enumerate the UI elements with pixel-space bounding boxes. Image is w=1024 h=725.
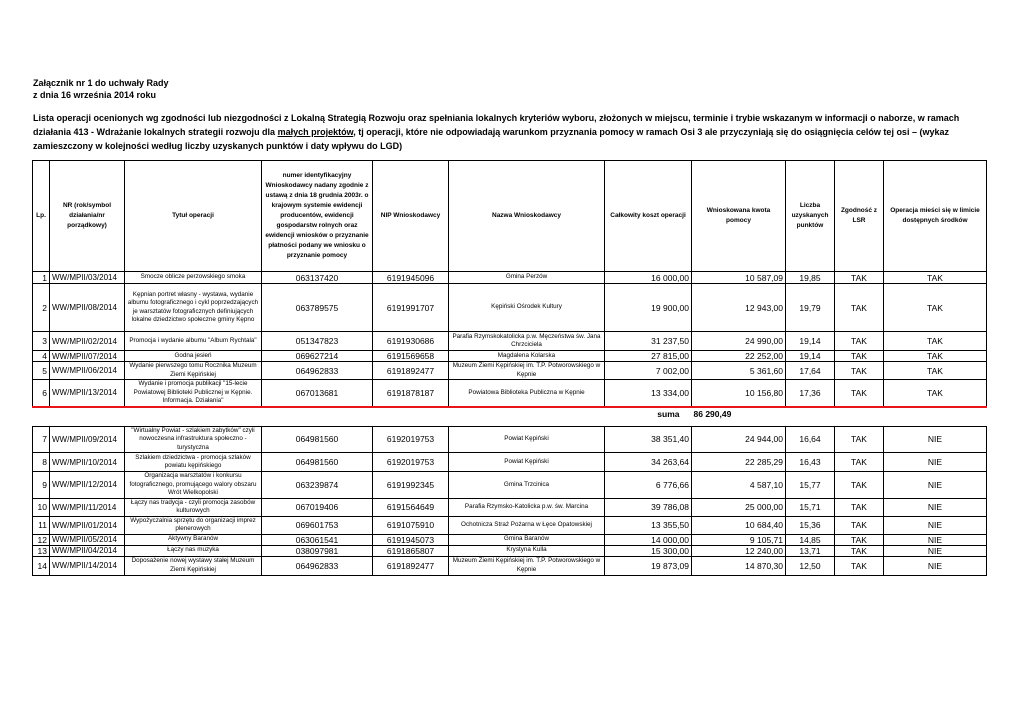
cell-points: 13,71 [786, 545, 835, 556]
cell-nr: WW/MPII/07/2014 [50, 351, 125, 362]
cell-title: "Wirtualny Powiat - szlakiem zabytków" czyli nowoczesna infrastruktura społeczno - turystyczna [125, 426, 262, 453]
cell-points: 16,64 [786, 426, 835, 453]
cell-cost: 38 351,40 [605, 426, 692, 453]
cell-name: Powiat Kępiński [449, 426, 605, 453]
sum-row [33, 407, 987, 421]
description-part-2: , tj operacji, które nie odpowiadają warunkom przyznania pomocy w ramach Osi 3 ale przyczyniają się do osiągnięcia celów tej osi – (wykaz zamieszczony w kolejności według liczby uzyskanych punktów i daty wpływu do LGD) [33, 127, 949, 151]
cell-nip: 6191945073 [373, 534, 449, 545]
cell-title: Wypożyczalnia sprzętu do organizacji imprez plenerowych [125, 516, 262, 534]
table-row [33, 351, 987, 362]
col-nip: NIP Wnioskodawcy [373, 161, 449, 272]
cell-lsr: TAK [835, 380, 884, 407]
cell-cost: 19 900,00 [605, 284, 692, 332]
cell-nip: 6192019753 [373, 453, 449, 472]
cell-limit: TAK [884, 362, 987, 380]
col-cost: Całkowity koszt operacji [605, 161, 692, 272]
cell-limit: NIE [884, 453, 987, 472]
table-row [33, 545, 987, 556]
cell-lp: 13 [33, 545, 50, 556]
cell-name: Muzeum Ziemi Kępińskiej im. T.P. Potworowskiego w Kępnie [449, 362, 605, 380]
col-lp: Lp. [33, 161, 50, 272]
cell-lsr: TAK [835, 362, 884, 380]
cell-limit: NIE [884, 534, 987, 545]
cell-cost: 39 786,08 [605, 498, 692, 516]
cell-nr: WW/MPII/01/2014 [50, 516, 125, 534]
cell-amount: 10 587,09 [692, 272, 786, 284]
cell-nip: 6191892477 [373, 362, 449, 380]
cell-amount: 22 252,00 [692, 351, 786, 362]
cell-lsr: TAK [835, 351, 884, 362]
cell-nip: 6191569658 [373, 351, 449, 362]
cell-cost: 34 263,64 [605, 453, 692, 472]
table-row [33, 472, 987, 499]
cell-id: 069627214 [262, 351, 373, 362]
cell-lsr: TAK [835, 516, 884, 534]
table-row [33, 498, 987, 516]
cell-nr: WW/MPII/12/2014 [50, 472, 125, 499]
cell-points: 19,85 [786, 272, 835, 284]
cell-limit: TAK [884, 272, 987, 284]
table-row [33, 556, 987, 575]
cell-nr: WW/MPII/04/2014 [50, 545, 125, 556]
cell-nip: 6191945096 [373, 272, 449, 284]
cell-id: 063239874 [262, 472, 373, 499]
cell-name: Magdalena Kolarska [449, 351, 605, 362]
cell-amount: 25 000,00 [692, 498, 786, 516]
cell-lsr: TAK [835, 534, 884, 545]
cell-limit: NIE [884, 516, 987, 534]
cell-nr: WW/MPII/05/2014 [50, 534, 125, 545]
cell-amount: 4 587,10 [692, 472, 786, 499]
cell-id: 069601753 [262, 516, 373, 534]
cell-limit: TAK [884, 284, 987, 332]
cell-nip: 6191865807 [373, 545, 449, 556]
cell-amount: 14 870,30 [692, 556, 786, 575]
table-row [33, 426, 987, 453]
cell-id: 063137420 [262, 272, 373, 284]
cell-nr: WW/MPII/06/2014 [50, 362, 125, 380]
cell-nr: WW/MPII/08/2014 [50, 284, 125, 332]
cell-amount: 22 285,29 [692, 453, 786, 472]
col-name: Nazwa Wnioskodawcy [449, 161, 605, 272]
sum-label: suma [657, 409, 680, 419]
cell-name: Powiat Kępiński [449, 453, 605, 472]
cell-amount: 10 156,80 [692, 380, 786, 407]
cell-nr: WW/MPII/09/2014 [50, 426, 125, 453]
cell-lsr: TAK [835, 472, 884, 499]
cell-id: 064962833 [262, 556, 373, 575]
cell-limit: NIE [884, 545, 987, 556]
cell-name: Muzeum Ziemi Kępińskiej im. T.P. Potworowskiego w Kępnie [449, 556, 605, 575]
cell-nr: WW/MPII/03/2014 [50, 272, 125, 284]
cell-points: 14,85 [786, 534, 835, 545]
cell-lsr: TAK [835, 545, 884, 556]
cell-lp: 6 [33, 380, 50, 407]
description-underlined: małych projektów [277, 127, 354, 137]
cell-points: 19,14 [786, 332, 835, 351]
cell-title: Wydanie pierwszego tomu Rocznika Muzeum Ziemi Kępińskiej [125, 362, 262, 380]
cell-title: Wydanie i promocja publikacji "15-lecie Powiatowej Biblioteki Publicznej w Kępnie. Informacja. Działania" [125, 380, 262, 407]
cell-lp: 1 [33, 272, 50, 284]
cell-limit: NIE [884, 556, 987, 575]
cell-limit: TAK [884, 351, 987, 362]
cell-limit: NIE [884, 472, 987, 499]
cell-cost: 14 000,00 [605, 534, 692, 545]
col-amount: Wnioskowana kwota pomocy [692, 161, 786, 272]
cell-nip: 6191564649 [373, 498, 449, 516]
cell-title: Organizacja warsztatów i konkursu fotograficznego, promującego walory obszaru Wrót Wielkopolski [125, 472, 262, 499]
cell-id: 063061541 [262, 534, 373, 545]
cell-amount: 12 943,00 [692, 284, 786, 332]
cell-cost: 13 355,50 [605, 516, 692, 534]
cell-nip: 6191991707 [373, 284, 449, 332]
cell-cost: 16 000,00 [605, 272, 692, 284]
cell-lp: 7 [33, 426, 50, 453]
cell-limit: TAK [884, 380, 987, 407]
cell-title: Szlakiem dziedzictwa - promocja szlaków powiatu kępińskiego [125, 453, 262, 472]
cell-title: Łączy nas muzyka [125, 545, 262, 556]
cell-points: 16,43 [786, 453, 835, 472]
cell-amount: 10 684,40 [692, 516, 786, 534]
cell-lsr: TAK [835, 272, 884, 284]
cell-amount: 5 361,60 [692, 362, 786, 380]
cell-points: 15,71 [786, 498, 835, 516]
cell-amount: 24 990,00 [692, 332, 786, 351]
cell-nr: WW/MPII/13/2014 [50, 380, 125, 407]
cell-cost: 19 873,09 [605, 556, 692, 575]
cell-cost: 15 300,00 [605, 545, 692, 556]
cell-lp: 2 [33, 284, 50, 332]
resolution-date: z dnia 16 września 2014 roku [33, 90, 157, 100]
col-points: Liczba uzyskanych punktów [786, 161, 835, 272]
cell-title: Aktywny Baranów [125, 534, 262, 545]
cell-lsr: TAK [835, 556, 884, 575]
cell-lp: 4 [33, 351, 50, 362]
table-row [33, 516, 987, 534]
cell-lsr: TAK [835, 332, 884, 351]
table-row [33, 332, 987, 351]
cell-name: Powiatowa Biblioteka Publiczna w Kępnie [449, 380, 605, 407]
cell-lsr: TAK [835, 426, 884, 453]
description-part-1: Lista operacji ocenionych wg zgodności lub niezgodności z Lokalną Strategią Rozwoju oraz spełniania lokalnych kryteriów wyboru, złożonych w miejscu, terminie i trybie wskazanym w informacji o naborze, w ramach działania 413 - Wdrażanie lokalnych strategii rozwoju dla [33, 113, 960, 137]
cell-id: 064981560 [262, 426, 373, 453]
cell-lp: 11 [33, 516, 50, 534]
cell-limit: TAK [884, 332, 987, 351]
cell-nip: 6191075910 [373, 516, 449, 534]
cell-title: Doposażenie nowej wystawy stałej Muzeum Ziemi Kępińskiej [125, 556, 262, 575]
cell-id: 038097981 [262, 545, 373, 556]
cell-cost: 6 776,66 [605, 472, 692, 499]
cell-name: Ochotnicza Straż Pożarna w Łęce Opatowskiej [449, 516, 605, 534]
col-title: Tytuł operacji [125, 161, 262, 272]
cell-points: 12,50 [786, 556, 835, 575]
cell-lp: 12 [33, 534, 50, 545]
cell-lp: 14 [33, 556, 50, 575]
cell-cost: 31 237,50 [605, 332, 692, 351]
cell-limit: NIE [884, 426, 987, 453]
cell-lp: 10 [33, 498, 50, 516]
cell-name: Kępiński Ośrodek Kultury [449, 284, 605, 332]
cell-nip: 6191878187 [373, 380, 449, 407]
table-header-row [33, 161, 987, 272]
cell-lp: 8 [33, 453, 50, 472]
cell-id: 064981560 [262, 453, 373, 472]
cell-cost: 27 815,00 [605, 351, 692, 362]
cell-name: Parafia Rzymskokatolicka p.w. Męczeństwa św. Jana Chrzciciela [449, 332, 605, 351]
cell-id: 064962833 [262, 362, 373, 380]
cell-limit: NIE [884, 498, 987, 516]
sum-value: 86 290,49 [693, 409, 732, 419]
cell-amount: 12 240,00 [692, 545, 786, 556]
table-row [33, 362, 987, 380]
cell-lp: 9 [33, 472, 50, 499]
table-row [33, 534, 987, 545]
cell-nip: 6191992345 [373, 472, 449, 499]
cell-name: Gmina Perzów [449, 272, 605, 284]
cell-name: Gmina Baranów [449, 534, 605, 545]
cell-name: Parafia Rzymsko-Katolicka p.w. św. Marcina [449, 498, 605, 516]
cell-title: Promocja i wydanie albumu "Album Rychtala" [125, 332, 262, 351]
col-limit: Operacja mieści się w limicie dostępnych środków [884, 161, 987, 272]
table-row [33, 380, 987, 407]
sum-empty [786, 407, 987, 421]
cell-lsr: TAK [835, 284, 884, 332]
cell-points: 19,79 [786, 284, 835, 332]
cell-cost: 13 334,00 [605, 380, 692, 407]
cell-title: Smocze oblicze perzowskiego smoka [125, 272, 262, 284]
col-id: numer identyfikacyjny Wnioskodawcy nadany zgodnie z ustawą z dnia 18 grudnia 2003r. o krajowym systemie ewidencji producentów, ewidencji gospodarstw rolnych oraz ewidencji wniosków o przyznanie płatności podany we wniosku o przyznanie pomocy [262, 161, 373, 272]
cell-nip: 6191892477 [373, 556, 449, 575]
cell-title: Łączy nas tradycja - czyli promocja zasobów kulturowych [125, 498, 262, 516]
cell-points: 19,14 [786, 351, 835, 362]
operations-table [32, 160, 987, 576]
table-row [33, 453, 987, 472]
cell-amount: 9 105,71 [692, 534, 786, 545]
cell-nr: WW/MPII/10/2014 [50, 453, 125, 472]
cell-id: 063789575 [262, 284, 373, 332]
cell-title: Godna jesień [125, 351, 262, 362]
cell-points: 15,36 [786, 516, 835, 534]
cell-lsr: TAK [835, 498, 884, 516]
cell-name: Gmina Trzcinica [449, 472, 605, 499]
cell-lp: 5 [33, 362, 50, 380]
cell-nr: WW/MPII/02/2014 [50, 332, 125, 351]
cell-nip: 6192019753 [373, 426, 449, 453]
cell-nr: WW/MPII/11/2014 [50, 498, 125, 516]
cell-id: 051347823 [262, 332, 373, 351]
table-row [33, 284, 987, 332]
cell-amount: 24 944,00 [692, 426, 786, 453]
cell-cost: 7 002,00 [605, 362, 692, 380]
attachment-title: Załącznik nr 1 do uchwały Rady [33, 78, 169, 88]
table-row [33, 272, 987, 284]
col-lsr: Zgodność z LSR [835, 161, 884, 272]
cell-points: 15,77 [786, 472, 835, 499]
cell-nip: 6191930686 [373, 332, 449, 351]
cell-nr: WW/MPII/14/2014 [50, 556, 125, 575]
cell-points: 17,64 [786, 362, 835, 380]
cell-points: 17,36 [786, 380, 835, 407]
cell-lsr: TAK [835, 453, 884, 472]
cell-name: Krystyna Kulla [449, 545, 605, 556]
col-nr: NR (rok/symbol działania/nr porządkowy) [50, 161, 125, 272]
cell-title: Kępnian portret własny - wystawa, wydanie albumu fotograficznego i cykl poprzedzających je warsztatów fotograficznych definiujących lokalne dziedzictwo społeczne gminy Kępno [125, 284, 262, 332]
list-description [33, 111, 983, 153]
cell-id: 067013681 [262, 380, 373, 407]
cell-id: 067019406 [262, 498, 373, 516]
cell-lp: 3 [33, 332, 50, 351]
